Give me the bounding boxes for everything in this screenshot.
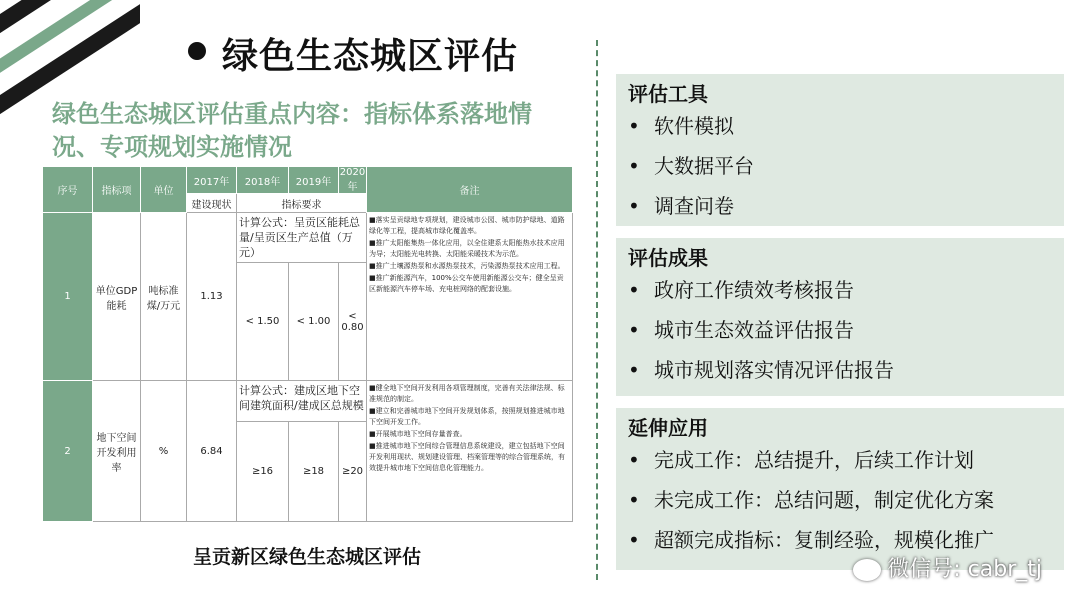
note-line: ■健全地下空间开发利用各项管理制度，完善有关法律法规、标准规范的制定。 bbox=[369, 384, 565, 403]
bullet-icon: • bbox=[628, 114, 640, 138]
list-item: • 未完成工作：总结问题，制定优化方案 bbox=[628, 480, 1064, 520]
row-current: 1.13 bbox=[187, 213, 237, 381]
table-row bbox=[43, 213, 573, 263]
row-no: 2 bbox=[43, 381, 93, 522]
note-line: ■开展城市地下空间存量普查。 bbox=[369, 430, 467, 438]
panel-heading: 评估工具 bbox=[628, 82, 708, 106]
wechat-watermark: 微信号: cabr_tj bbox=[853, 552, 1042, 583]
list-item: • 城市规划落实情况评估报告 bbox=[628, 350, 1064, 390]
bullet-icon: • bbox=[628, 448, 640, 472]
list-item: • 政府工作绩效考核报告 bbox=[628, 270, 1064, 310]
row-2020: ≥20 bbox=[339, 422, 367, 522]
row-formula: 计算公式：建成区地下空间建筑面积/建成区总规模 bbox=[237, 381, 367, 422]
page-title: 绿色生态城区评估 bbox=[222, 36, 519, 77]
table-caption: 呈贡新区绿色生态城区评估 bbox=[192, 546, 421, 568]
header-notes: 备注 bbox=[367, 167, 573, 213]
header-no: 序号 bbox=[43, 167, 93, 213]
list-item: • 城市生态效益评估报告 bbox=[628, 310, 1064, 350]
bullet-icon: • bbox=[628, 488, 640, 512]
row-current: 6.84 bbox=[187, 381, 237, 522]
bullet-icon: • bbox=[628, 278, 640, 302]
bullet-icon: • bbox=[628, 194, 640, 218]
indicator-table bbox=[42, 166, 573, 522]
row-2018: < 1.50 bbox=[237, 263, 289, 381]
note-line: ■推广太阳能集热一体化应用，以全住建系太阳能热水技术应用为导；太阳能光电转换、太阳能采暖技术为示范。 bbox=[369, 239, 565, 258]
row-item: 地下空间开发利用率 bbox=[93, 381, 141, 522]
header-2019: 2019年 bbox=[289, 167, 339, 194]
indicator-table-image bbox=[42, 166, 572, 538]
title-bullet-icon bbox=[188, 42, 206, 60]
row-notes bbox=[367, 381, 573, 522]
list-item: • 大数据平台 bbox=[628, 146, 1064, 186]
note-line: ■推广新能源汽车，100%公交车使用新能源公交车；健全呈贡区新能源汽车停车场、充电桩网络的配套设施。 bbox=[369, 274, 564, 293]
header-2020: 2020年 bbox=[339, 167, 366, 193]
panel-applications bbox=[616, 408, 1064, 570]
bullet-icon: • bbox=[628, 318, 640, 342]
list-item: • 完成工作：总结提升，后续工作计划 bbox=[628, 440, 1064, 480]
row-2018: ≥16 bbox=[237, 422, 289, 522]
list-item: • 超额完成指标：复制经验，规模化推广 bbox=[628, 520, 1064, 560]
header-unit: 单位 bbox=[141, 167, 187, 213]
note-line: ■落实呈贡绿地专项规划，建设城市公园、城市防护绿地、道路绿化等工程，提高城市绿化覆盖率。 bbox=[369, 216, 565, 235]
header-2018: 2018年 bbox=[237, 167, 289, 194]
dashed-divider bbox=[596, 40, 598, 580]
bullet-icon: • bbox=[628, 358, 640, 382]
bullet-icon: • bbox=[628, 154, 640, 178]
row-unit: % bbox=[141, 381, 187, 522]
subheader-current: 建设现状 bbox=[187, 194, 237, 213]
wechat-icon bbox=[853, 559, 881, 581]
row-2019: < 1.00 bbox=[289, 263, 339, 381]
row-notes bbox=[367, 213, 573, 381]
header-2017: 2017年 bbox=[187, 167, 237, 194]
table-row bbox=[43, 381, 573, 422]
panel-heading: 评估成果 bbox=[628, 246, 708, 270]
row-formula: 计算公式：呈贡区能耗总量/呈贡区生产总值（万元） bbox=[237, 213, 367, 263]
row-2019: ≥18 bbox=[289, 422, 339, 522]
note-line: ■推广土壤源热泵和水源热泵技术，污染源热泵技术应用工程。 bbox=[369, 262, 565, 270]
subheader-requirement: 指标要求 bbox=[237, 194, 367, 213]
note-line: ■建立和完善城市地下空间开发规划体系，按照规划推进城市地下空间开发工作。 bbox=[369, 407, 565, 426]
row-2020: < 0.80 bbox=[339, 263, 367, 381]
page-subtitle: 绿色生态城区评估重点内容：指标体系落地情况、专项规划实施情况 bbox=[52, 100, 532, 161]
row-unit: 吨标准煤/万元 bbox=[141, 213, 187, 381]
panel-heading: 延伸应用 bbox=[628, 416, 708, 440]
panel-tools bbox=[616, 74, 1064, 226]
note-line: ■推进城市地下空间综合管理信息系统建设，建立包括地下空间开发利用现状、规划建设管理、档案管理等的综合管理系统，有效提升城市地下空间信息化管理能力。 bbox=[369, 442, 565, 472]
list-item: • 软件模拟 bbox=[628, 106, 1064, 146]
bullet-icon: • bbox=[628, 528, 640, 552]
row-no: 1 bbox=[43, 213, 93, 381]
panel-results bbox=[616, 238, 1064, 396]
list-item: • 调查问卷 bbox=[628, 186, 1064, 226]
row-item: 单位GDP能耗 bbox=[93, 213, 141, 381]
header-item: 指标项 bbox=[93, 167, 141, 213]
